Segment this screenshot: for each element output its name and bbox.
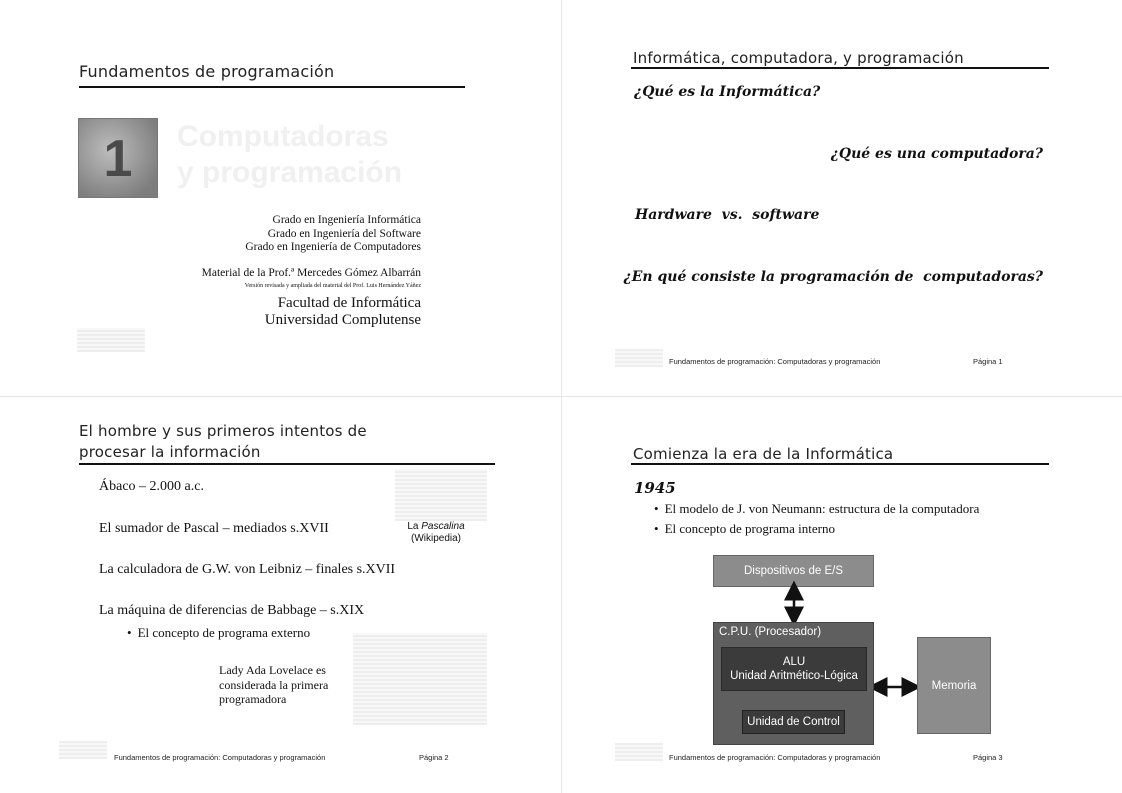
slide-title: Comienza la era de la Informática [633, 445, 894, 463]
control-unit-box: Unidad de Control [742, 710, 845, 734]
title-rule [79, 463, 495, 465]
hardware-vs-software: Hardware vs. software [635, 207, 820, 223]
slide-page-2 [1, 397, 561, 792]
slide-page-1 [562, 1, 1122, 396]
cpu-label: C.P.U. (Procesador) [719, 626, 822, 638]
faculty-name: Facultad de Informática [277, 295, 421, 311]
abacus-image [395, 469, 487, 521]
memory-box: Memoria [917, 637, 991, 734]
history-item: La máquina de diferencias de Babbage – s.XIX [99, 603, 365, 618]
revision-credit: Versión revisada y ampliada del material del Prof. Luis Hernández Yáñez [244, 283, 421, 289]
bullet-item: • El concepto de programa interno [654, 521, 835, 537]
alu-label: ALU [782, 656, 806, 668]
footer-logo [615, 743, 663, 761]
page-number: Página 1 [973, 357, 1003, 366]
university-name: Universidad Complutense [264, 312, 421, 328]
degree-item: Grado en Ingeniería Informática [272, 214, 421, 226]
history-item: La calculadora de G.W. von Leibniz – finales s.XVII [99, 562, 396, 577]
degree-list [245, 214, 421, 255]
chapter-title-line1: Computadoras [177, 120, 389, 153]
page-number: Página 3 [973, 753, 1003, 762]
year-heading: 1945 [634, 479, 676, 497]
chapter-number-box [78, 118, 158, 198]
pascalina-caption [399, 521, 473, 545]
question-programacion: ¿En qué consiste la programación de computadoras? [623, 269, 1043, 285]
degree-item: Grado en Ingeniería del Software [267, 227, 421, 240]
alu-description: Unidad Aritmético-Lógica [730, 670, 858, 682]
slide-title-line2: procesar la información [79, 443, 261, 461]
footer-logo [59, 741, 107, 759]
history-subitem: • El concepto de programa externo [127, 625, 310, 641]
chapter-title-line2: y programación [177, 156, 403, 189]
slide-title [79, 421, 367, 463]
author-credit: Material de la Prof.ª Mercedes Gómez Albarrán [201, 267, 421, 279]
degree-item: Grado en Ingeniería de Computadores [245, 241, 421, 253]
ada-caption-line: Lady Ada Lovelace es [219, 663, 326, 677]
slide-title-line1: El hombre y sus primeros intentos de [79, 422, 367, 440]
question-computadora: ¿Qué es una computadora? [830, 146, 1043, 162]
slide-title: Informática, computadora, y programación [633, 49, 964, 67]
io-devices-box: Dispositivos de E/S [713, 555, 874, 587]
slide-cover [1, 1, 561, 396]
slide-page-3 [562, 397, 1122, 792]
footer-text: Fundamentos de programación: Computadoras y programación [114, 753, 326, 762]
caption-prefix: La [407, 521, 422, 532]
ada-caption-line: programadora [219, 692, 287, 706]
chapter-title [177, 119, 402, 191]
chapter-number: 1 [103, 130, 133, 188]
ada-caption-line: considerada la primera [219, 677, 329, 692]
caption-source: (Wikipedia) [410, 533, 461, 544]
title-rule [79, 86, 465, 88]
bullet-item: • El modelo de J. von Neumann: estructura de la computadora [654, 501, 979, 517]
caption-italic: Pascalina [421, 521, 465, 532]
footer-logo [615, 349, 663, 367]
institution [265, 295, 421, 329]
cpu-box [713, 622, 874, 745]
course-title: Fundamentos de programación [79, 62, 335, 81]
history-item: Ábaco – 2.000 a.c. [99, 479, 204, 494]
history-item: El sumador de Pascal – mediados s.XVII [99, 521, 329, 536]
footer-text: Fundamentos de programación: Computadoras y programación [669, 753, 881, 762]
ada-caption [219, 663, 328, 707]
pascalina-caption-line1 [399, 521, 473, 533]
page-number: Página 2 [419, 753, 449, 762]
title-rule [631, 67, 1049, 69]
university-logo [77, 328, 145, 352]
ada-lovelace-portrait [353, 633, 487, 725]
footer-text: Fundamentos de programación: Computadoras y programación [669, 357, 881, 366]
alu-box [721, 647, 867, 691]
question-informatica: ¿Qué es la Informática? [634, 84, 821, 100]
